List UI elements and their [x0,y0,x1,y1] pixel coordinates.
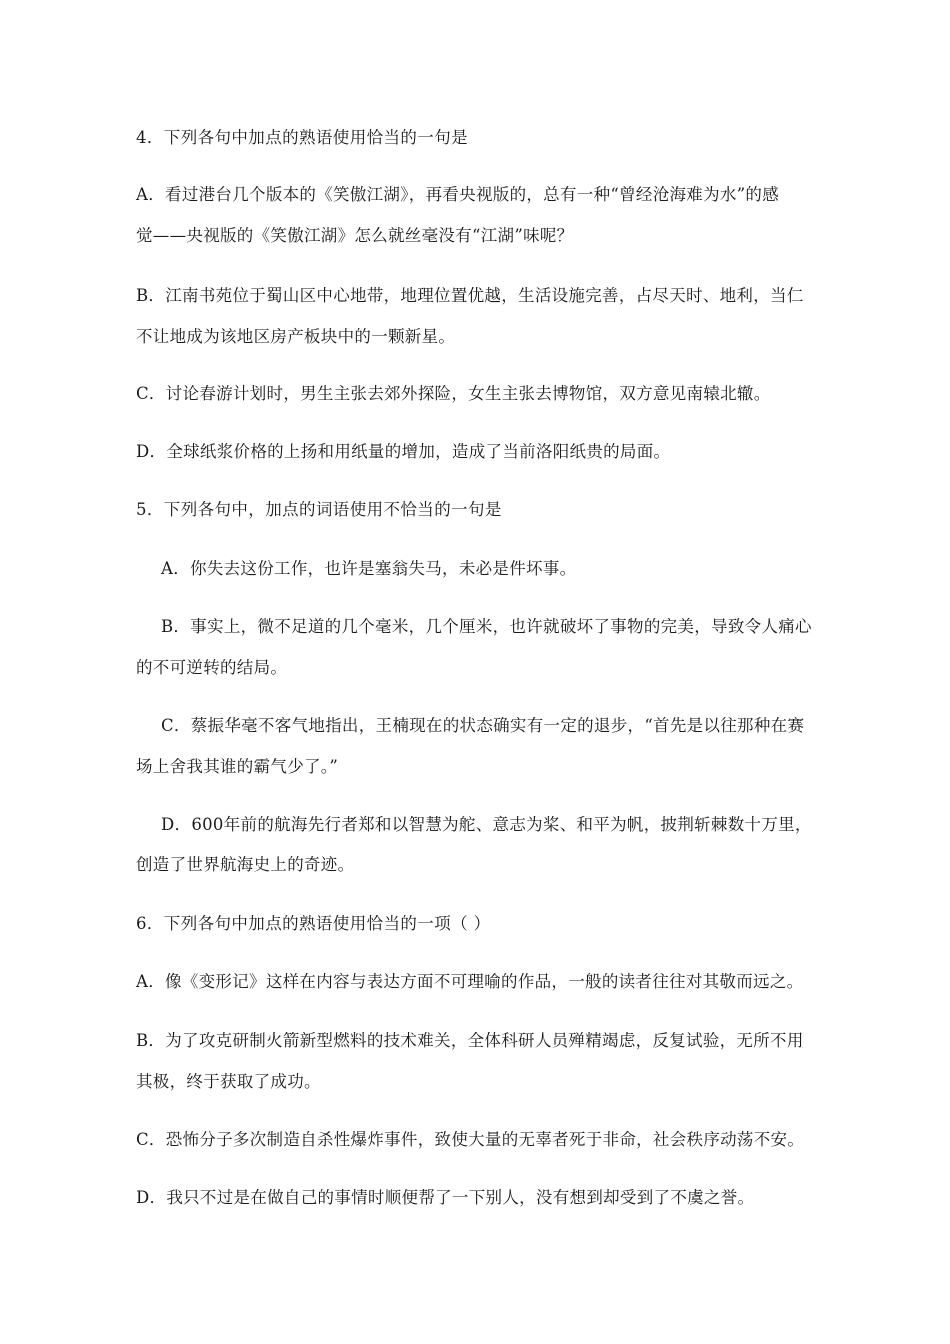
question-6-option-d: D．我只不过是在做自己的事情时顺便帮了一下别人，没有想到却受到了不虞之誉。 [136,1188,755,1207]
question-6-option-b-line1: B．为了攻克研制火箭新型燃料的技术难关，全体科研人员殚精竭虑，反复试验，无所不用 [136,1031,804,1050]
question-4-option-b-line1: B．江南书苑位于蜀山区中心地带，地理位置优越，生活设施完善，占尽天时、地利，当仁 [136,286,804,305]
question-5-option-d-line2: 创造了世界航海史上的奇迹。 [136,855,355,874]
question-5-option-a: A．你失去这份工作，也许是塞翁失马，未必是件坏事。 [161,559,577,578]
question-4-option-b-line2: 不让地成为该地区房产板块中的一颗新星。 [136,327,456,346]
question-5-option-c-line2: 场上舍我其谁的霸气少了。” [136,757,339,776]
question-6-stem: 6．下列各句中加点的熟语使用恰当的一项（ ） [136,914,491,933]
question-4-option-a-line1: A．看过港台几个版本的《笑傲江湖》，再看央视版的，总有一种“曾经沧海难为水”的感 [136,185,780,204]
question-5-option-b-line1: B．事实上，微不足道的几个毫米，几个厘米，也许就破坏了事物的完美，导致令人痛心 [161,617,812,636]
question-4-option-a-line2: 觉——央视版的《笑傲江湖》怎么就丝毫没有“江湖”味呢？ [136,226,574,245]
question-4-option-c: C．讨论春游计划时，男生主张去郊外探险，女生主张去博物馆，双方意见南辕北辙。 [136,384,771,403]
question-5-stem: 5．下列各句中，加点的词语使用不恰当的一句是 [136,500,502,519]
question-5-option-c-line1: C．蔡振华毫不客气地指出，王楠现在的状态确实有一定的退步，“首先是以往那种在赛 [161,716,805,735]
question-5-option-d-line1: D．600年前的航海先行者郑和以智慧为舵、意志为桨、和平为帆，披荆斩棘数十万里， [161,815,812,834]
question-4-option-d: D．全球纸浆价格的上扬和用纸量的增加，造成了当前洛阳纸贵的局面。 [136,442,671,461]
question-6-option-c: C．恐怖分子多次制造自杀性爆炸事件，致使大量的无辜者死于非命，社会秩序动荡不安。 [136,1130,805,1149]
question-5-option-b-line2: 的不可逆转的结局。 [136,658,288,677]
question-6-option-b-line2: 其极，终于获取了成功。 [136,1072,321,1091]
question-4-stem: 4．下列各句中加点的熟语使用恰当的一句是 [136,128,468,147]
question-6-option-a: A．像《变形记》这样在内容与表达方面不可理喻的作品，一般的读者往往对其敬而远之。 [136,972,804,991]
